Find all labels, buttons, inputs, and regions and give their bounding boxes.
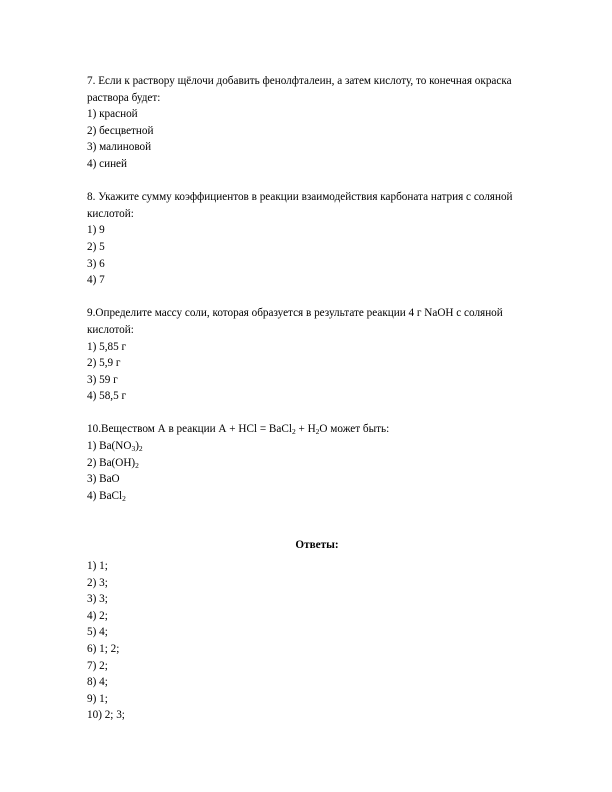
question-10-text-part1: 10.Веществом А в реакции А + HCl = BaCl [87,423,292,436]
question-10-text-part3: O может быть: [319,423,390,436]
question-8-option-1: 1) 9 [87,224,105,237]
option-4-main: 4) BaCl [87,489,123,502]
answer-item: 7) 2; [87,659,108,672]
option-2-main: 2) Ba(OH) [87,456,136,469]
question-8-option-4: 4) 7 [87,274,105,287]
question-8-text: 8. Укажите сумму коэффициентов в реакции взаимодействия карбоната натрия с соляной кислотой: [87,191,513,220]
question-10-text [87,421,547,438]
question-10 [87,421,547,504]
question-9-option-2: 2) 5,9 г [87,357,121,370]
question-7-option-4: 4) синей [87,157,128,170]
question-9-option-3: 3) 59 г [87,373,118,386]
question-7-option-3: 3) малиновой [87,141,152,154]
subscript: 2 [138,444,143,454]
answers-list [87,558,547,724]
answer-item: 3) 3; [87,593,108,606]
answer-item: 9) 1; [87,692,108,705]
question-7-text: 7. Если к раствору щёлочи добавить фенолфталеин, а затем кислоту, то конечная окраска раствора будет: [87,75,512,104]
answer-item: 2) 3; [87,576,108,589]
subscript: 2 [315,427,320,437]
option-1-mid: ) [135,440,139,453]
question-10-option-2 [87,455,547,472]
subscript: 2 [135,460,139,470]
question-8 [87,189,547,289]
question-8-option-3: 3) 6 [87,257,105,270]
question-9 [87,305,547,405]
answer-item: 4) 2; [87,609,108,622]
question-9-option-1: 1) 5,85 г [87,340,127,353]
question-9-option-4: 4) 58,5 г [87,390,127,403]
question-10-option-1 [87,438,547,455]
option-1-main: 1) Ba(NO [87,440,132,453]
question-10-option-3: 3) BaO [87,473,120,486]
question-7-option-2: 2) бесцветной [87,124,154,137]
subscript: 2 [122,493,126,503]
question-9-text: 9.Определите массу соли, которая образуется в результате реакции 4 г NaOH с соляной кислотой: [87,307,503,336]
document-content [87,73,547,724]
question-10-text-part2: + H [295,423,316,436]
answer-item: 5) 4; [87,626,108,639]
answers-heading: Ответы: [295,539,339,552]
answer-item: 1) 1; [87,560,108,573]
answer-item: 10) 2; 3; [87,709,125,722]
question-7-option-1: 1) красной [87,108,138,121]
question-7 [87,73,547,173]
question-10-option-4 [87,488,547,505]
answer-item: 6) 1; 2; [87,643,120,655]
answer-item: 8) 4; [87,676,108,689]
question-8-option-2: 2) 5 [87,240,105,253]
subscript: 2 [291,427,296,437]
subscript: 3 [131,444,136,454]
